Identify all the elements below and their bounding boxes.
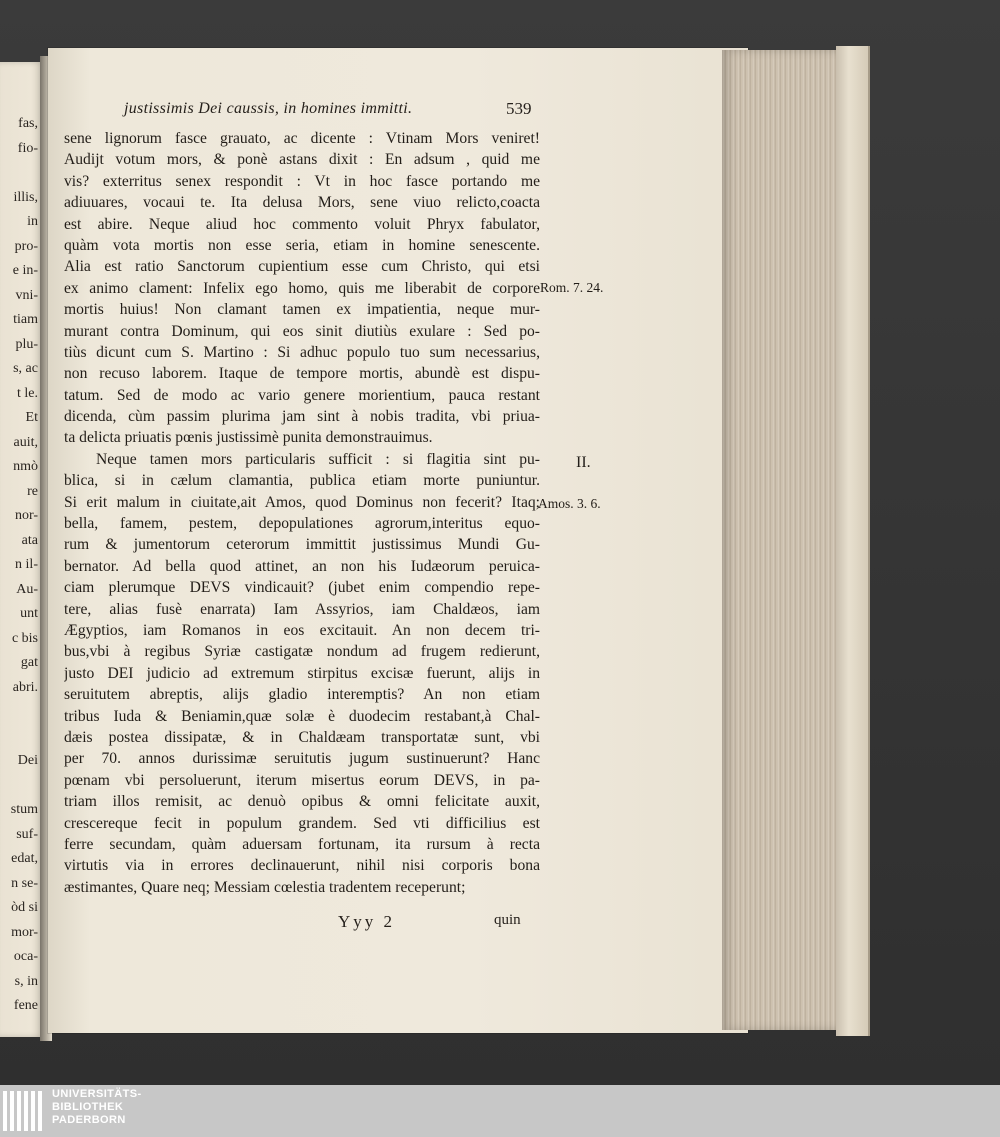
- text-line: per 70. annos durissimæ seruitutis jugum sustinuerunt? Hanc: [64, 750, 540, 768]
- left-page-text-fragment: nmò: [13, 459, 38, 474]
- left-page-text-fragment: Dei: [17, 753, 38, 768]
- text-line: virtutis via in errores declinauerunt, nihil nisi corporis bona: [64, 857, 540, 875]
- text-line: Ægyptios, iam Romanos in eos excitauit. An non decem tri-: [64, 621, 540, 639]
- left-page-text-fragment: in: [27, 214, 38, 229]
- signature-mark: Yyy 2: [338, 912, 396, 931]
- left-page-text-fragment: re: [27, 483, 38, 499]
- body-text: [64, 128, 540, 898]
- book-cover-edge: [836, 46, 870, 1036]
- left-page-text-fragment: fene: [13, 998, 38, 1013]
- text-line: ciam plerumque DEVS vindicauit? (jubet enim compendio repe-: [64, 579, 540, 597]
- library-name-line2: BIBLIOTHEK: [52, 1101, 124, 1113]
- text-line: pœnam vbi persoluerunt, iterum misertus eorum DEVS, in pa-: [64, 771, 540, 789]
- text-line: mortis huius! Non clamant tamen ex impatientia, neque mur-: [64, 301, 540, 319]
- left-page-text-fragment: edat,: [11, 851, 38, 866]
- library-name: [52, 1088, 142, 1127]
- left-page-text-fragment: fio-: [17, 140, 38, 156]
- text-line: tere, alias fusè enarrata) Iam Assyrios, iam Chaldæos, iam: [64, 600, 540, 618]
- left-page-text-fragment: n se-: [11, 875, 38, 891]
- text-line: sene lignorum fasce grauato, ac dicente : Vtinam Mors veniret!: [64, 130, 540, 147]
- left-page-text-fragment: nor-: [14, 508, 38, 523]
- text-line: triam illos remisit, ac denuò opibus & omni felicitate auxit,: [64, 793, 540, 811]
- text-line: Si erit malum in ciuitate,ait Amos, quod Dominus non fecerit? Itaq;: [64, 493, 540, 511]
- text-line: dicenda, cùm passim plurima jam sint à nobis tradita, vbi priua-: [64, 408, 540, 426]
- text-line: Audijt votum mors, & ponè astans dixit : En adsum , quid me: [64, 151, 540, 169]
- text-line: rum & jumentorum ceterorum immittit justissimus Mundi Gu-: [64, 536, 540, 554]
- page-number: 539: [506, 99, 532, 118]
- text-line: quàm vota mortis non esse seria, etiam in homine senescente.: [64, 236, 540, 254]
- text-line: seruitutem abreptis, alijs gladio interemptis? An non etiam: [64, 686, 540, 704]
- left-page-text-fragment: plu-: [15, 336, 38, 352]
- left-page-text-fragment: abri.: [12, 679, 38, 695]
- left-page-text-fragment: pro-: [14, 238, 38, 254]
- left-page-text-fragment: gat: [20, 655, 38, 670]
- left-page-fragment: [0, 62, 44, 1037]
- text-line: justo DEI judicio ad extremum stirpitus excisæ fuerunt, alijs in: [64, 664, 540, 682]
- text-line: ex animo clament: Infelix ego homo, quis me liberabit de corpore: [64, 279, 540, 297]
- text-line: tiùs dicunt cum S. Martino : Si adhuc populo tuo sum necessarius,: [64, 343, 540, 361]
- text-line: bernator. Ad bella quod attinet, an non his Iudæorum peruica-: [64, 557, 540, 575]
- text-line: est abire. Neque aliud hoc commento voluit Phryx fabulator,: [64, 215, 540, 233]
- left-page-text-fragment: s, ac: [13, 361, 38, 376]
- library-name-line1: UNIVERSITÄTS-: [52, 1088, 142, 1100]
- left-page-text-fragment: oca-: [13, 949, 38, 964]
- library-name-line3: PADERBORN: [52, 1114, 126, 1126]
- left-page-text-fragment: n il-: [15, 557, 38, 572]
- left-page-text-fragment: e in-: [12, 263, 38, 278]
- running-head: justissimis Dei caussis, in homines immitti.: [124, 100, 413, 117]
- margin-section-number: II.: [576, 454, 591, 471]
- text-line: Neque tamen mors particularis sufficit : si flagitia sint pu-: [96, 450, 540, 468]
- left-page-text-fragment: unt: [20, 606, 38, 621]
- left-page-text-fragment: t le.: [17, 385, 38, 401]
- margin-note-rom: Rom. 7. 24.: [540, 280, 604, 295]
- text-line: murant contra Dominum, qui eos sinit diutiùs exulare : Sed po-: [64, 322, 540, 340]
- left-page-text-fragment: tiam: [13, 312, 38, 327]
- left-page-text-fragment: illis,: [13, 189, 38, 205]
- left-page-text-fragment: òd si: [11, 900, 38, 915]
- footer-bar: [0, 1085, 1000, 1137]
- left-page-text-fragment: auit,: [13, 434, 38, 450]
- text-line: dæis postea dissipatæ, & in Chaldæam transportatæ sunt, vbi: [64, 728, 540, 746]
- text-line: bella, famem, pestem, depopulationes agrorum,interitus equo-: [64, 515, 540, 533]
- text-line: tribus Iuda & Beniamin,quæ solæ è duodecim restabant,à Chal-: [64, 707, 540, 725]
- catchword: quin: [494, 912, 521, 928]
- left-page-text-fragment: suf-: [16, 826, 38, 842]
- text-line: vis? exterritus senex respondit : Vt in hoc fasce portando me: [64, 172, 540, 190]
- left-page-text-fragment: ata: [21, 532, 38, 548]
- text-line: adiuuares, vocaui te. Ita delusa Mors, sene viuo relicto,coacta: [64, 194, 540, 212]
- text-line: blica, si in cælum clamantia, publica etiam morte puniuntur.: [64, 472, 540, 490]
- text-line: Alia est ratio Sanctorum cupientium esse cum Christo, qui etsi: [64, 258, 540, 276]
- left-page-text-fragment: Et: [25, 410, 38, 425]
- page-edges: [722, 50, 842, 1030]
- left-page-text-fragment: s, in: [14, 973, 38, 989]
- text-line: bus,vbi à regibus Syriæ castigatæ nondum ad frugem redierunt,: [64, 643, 540, 661]
- left-page-text-fragment: Au-: [16, 581, 38, 597]
- text-line: ta delicta priuatis pœnis justissimè punita demonstrauimus.: [64, 429, 433, 447]
- left-page-text-fragment: vni-: [15, 287, 38, 303]
- text-line: crescereque fecit in populum grandem. Sed vti difficilius est: [64, 814, 540, 832]
- left-page-text-fragment: stum: [10, 802, 38, 817]
- left-page-text-fragment: fas,: [18, 116, 38, 131]
- text-line: non recuso laborem. Itaque de tempore mortis, abundè est dispu-: [64, 365, 540, 383]
- text-line: ferre secundam, quàm aduersam fortunam, ita rursum à recta: [64, 835, 540, 853]
- left-page-text-fragment: mor-: [11, 924, 38, 940]
- library-logo-icon: [0, 1085, 48, 1137]
- text-line: tatum. Sed de modo ac vario genere morientium, pauca restant: [64, 386, 540, 404]
- left-page-text-fragment: c bis: [11, 630, 38, 646]
- margin-note-amos: Amos. 3. 6.: [538, 496, 601, 511]
- text-line: æstimantes, Quare neq; Messiam cœlestia tradentem receperunt;: [64, 878, 466, 896]
